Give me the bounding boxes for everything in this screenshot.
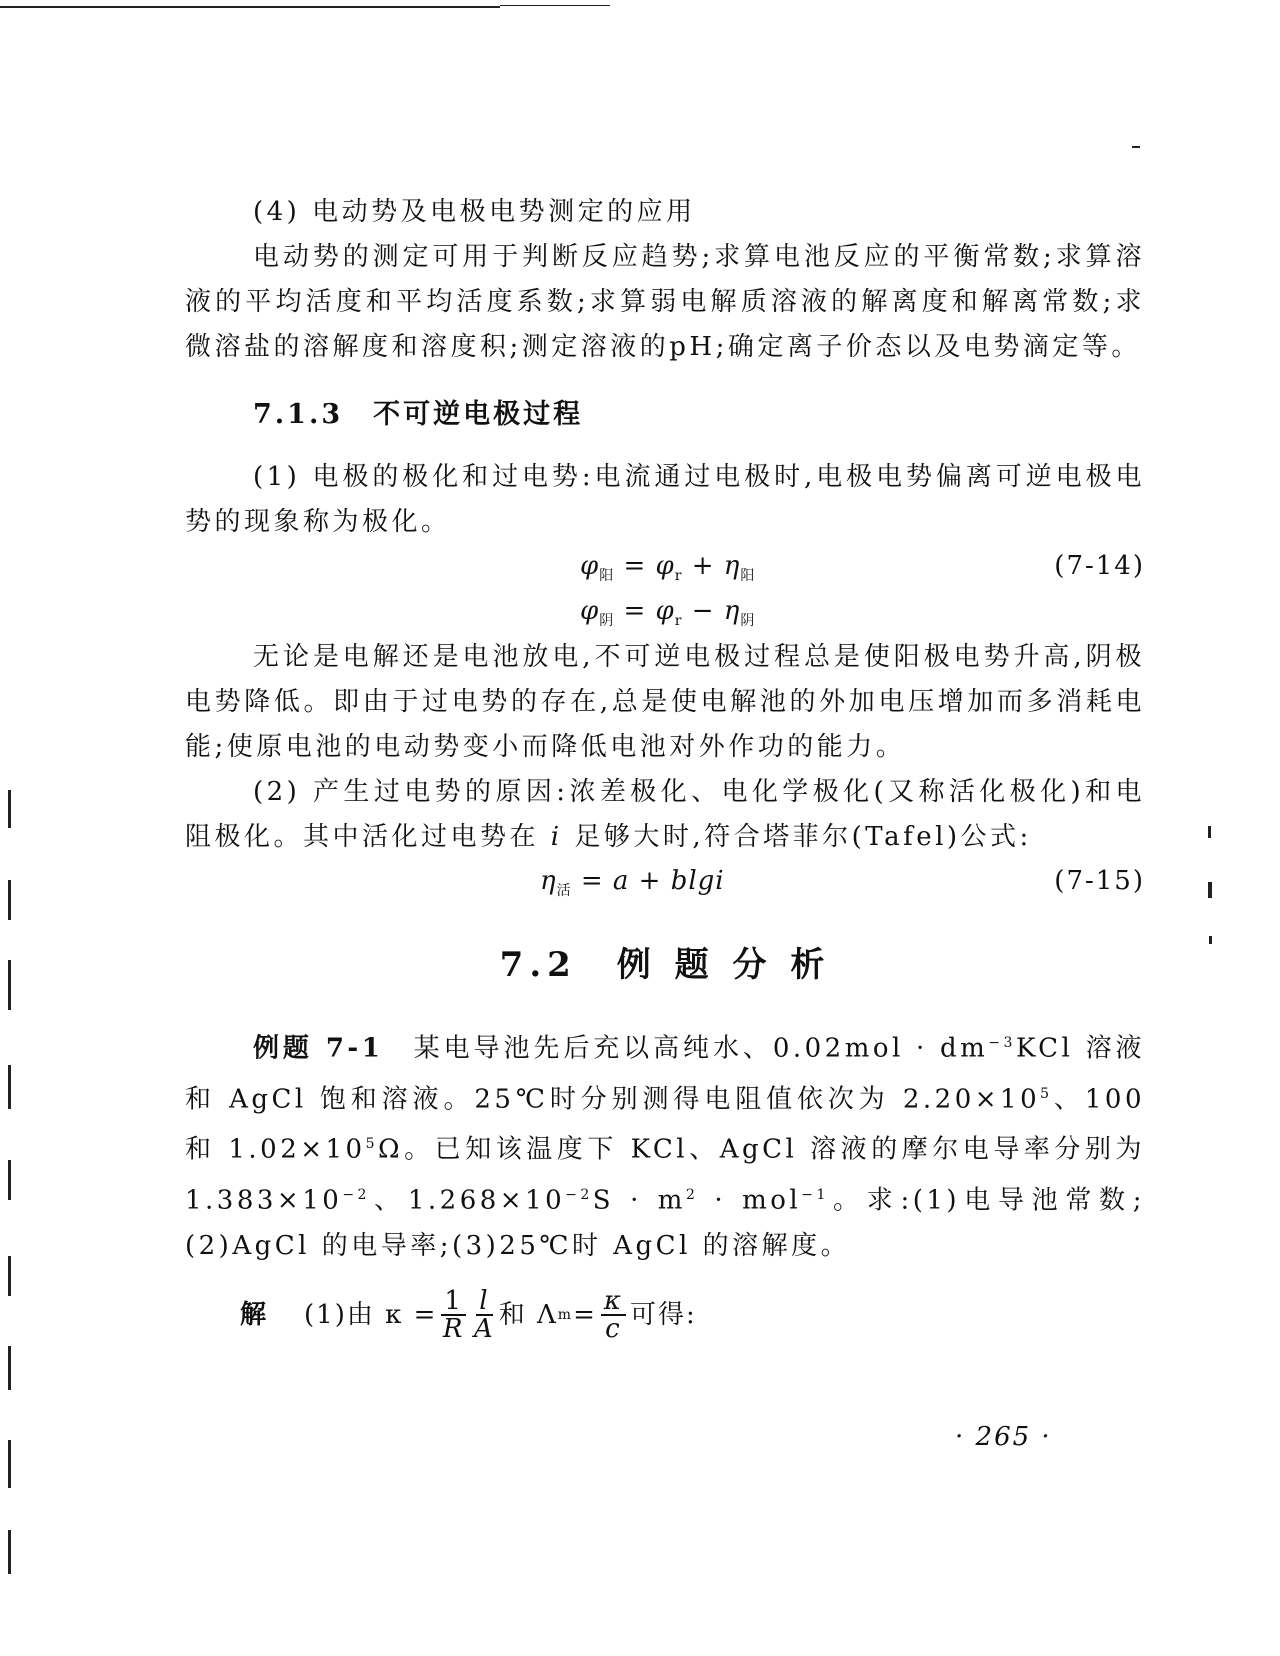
scan-margin-mark [8,1160,11,1200]
scan-speck [1208,882,1212,898]
example-7-1: 例题 7-1 某电导池先后充以高纯水、$0.02mol \cdot dm^{-3}KCl$ 溶液和 AgCl 饱和溶液。25℃时分别测得电阻值依次为 $2.20\times 10^5$、100 和 $1.02\times 10^5\Omega$。已知该温度下 KCl、AgCl 溶液的摩尔电导率分别为 $1.383\times 10^{-2}$、$1.268\times 10^{-2}S \cdot m^2 \cdot mol^{-1}$。求:(1)电导池常数;(2)AgCl 的电导率;(3)25℃时 AgCl 的溶解度。 [185,1033,1145,1261]
scan-margin-mark [8,1346,11,1390]
solution-label: 解 [240,1299,269,1330]
page-body [185,190,1145,1343]
subsection-heading: 7.1.3 不可逆电极过程 [253,399,584,430]
paragraph-overpotential-causes: (2) 产生过电势的原因:浓差极化、电化学极化(又称活化极化)和电阻极化。其中活化过电势在 i 足够大时,符合塔菲尔(Tafel)公式: [185,777,1145,852]
scan-speck [1132,146,1140,148]
top-border-line-right [500,5,610,6]
equation-number: (7-14) [1054,551,1145,581]
scan-speck [1208,826,1211,838]
scan-margin-mark [8,1065,11,1109]
paragraph-emf-applications: 电动势的测定可用于判断反应趋势;求算电池反应的平衡常数;求算溶液的平均活度和平均活度系数;求算弱电解质溶液的解离度和解离常数;求微溶盐的溶解度和溶度积;测定溶液的pH;确定离子价态以及电势滴定等。 [185,242,1145,362]
example-label: 例题 7-1 [253,1033,384,1064]
fraction-kappa-over-c: $\frac{\kappa}{c}$ [601,1288,626,1342]
scan-margin-mark [8,1530,11,1574]
solution-line: 解 (1)由 κ = $\frac{1}{R}$ $\frac{l}{A}$ 和 Λ m = $\frac{\kappa}{c}$ 可得: [240,1285,697,1344]
scan-margin-mark [8,880,11,920]
paragraph-polarization: (1) 电极的极化和过电势:电流通过电极时,电极电势偏离可逆电极电势的现象称为极化。 [185,462,1145,537]
scan-margin-mark [8,1440,11,1488]
page-number: · 265 · [955,1422,1052,1452]
section-heading-7-2: 7.2 例 题 分 析 [499,945,831,985]
scan-margin-mark [8,790,11,828]
fraction-l-over-A: $\frac{l}{A}$ [473,1285,495,1344]
top-border-line [0,6,500,8]
fraction-1-over-R: $\frac{1}{R}$ [442,1285,465,1344]
paragraph-irreversible: 无论是电解还是电池放电,不可逆电极过程总是使阳极电势升高,阴极电势降低。即由于过电势的存在,总是使电解池的外加电压增加而多消耗电能;使原电池的电动势变小而降低电池对外作功的能力。 [185,642,1145,762]
equation-7-14-line1: $\varphi_阳 = \varphi_r + \eta_阳$ (7-14) [580,551,1145,585]
section-heading-4: (4) 电动势及电极电势测定的应用 [253,197,696,227]
scan-margin-mark [8,1256,11,1296]
equation-number: (7-15) [1054,866,1145,896]
equation-7-15: $\eta_活 = a + blgi$ (7-15) [540,866,1145,900]
equation-7-14-line2: $\varphi_阴 = \varphi_r - \eta_阴$ [580,596,756,630]
scan-speck [1209,936,1212,944]
scan-margin-mark [8,960,11,1010]
